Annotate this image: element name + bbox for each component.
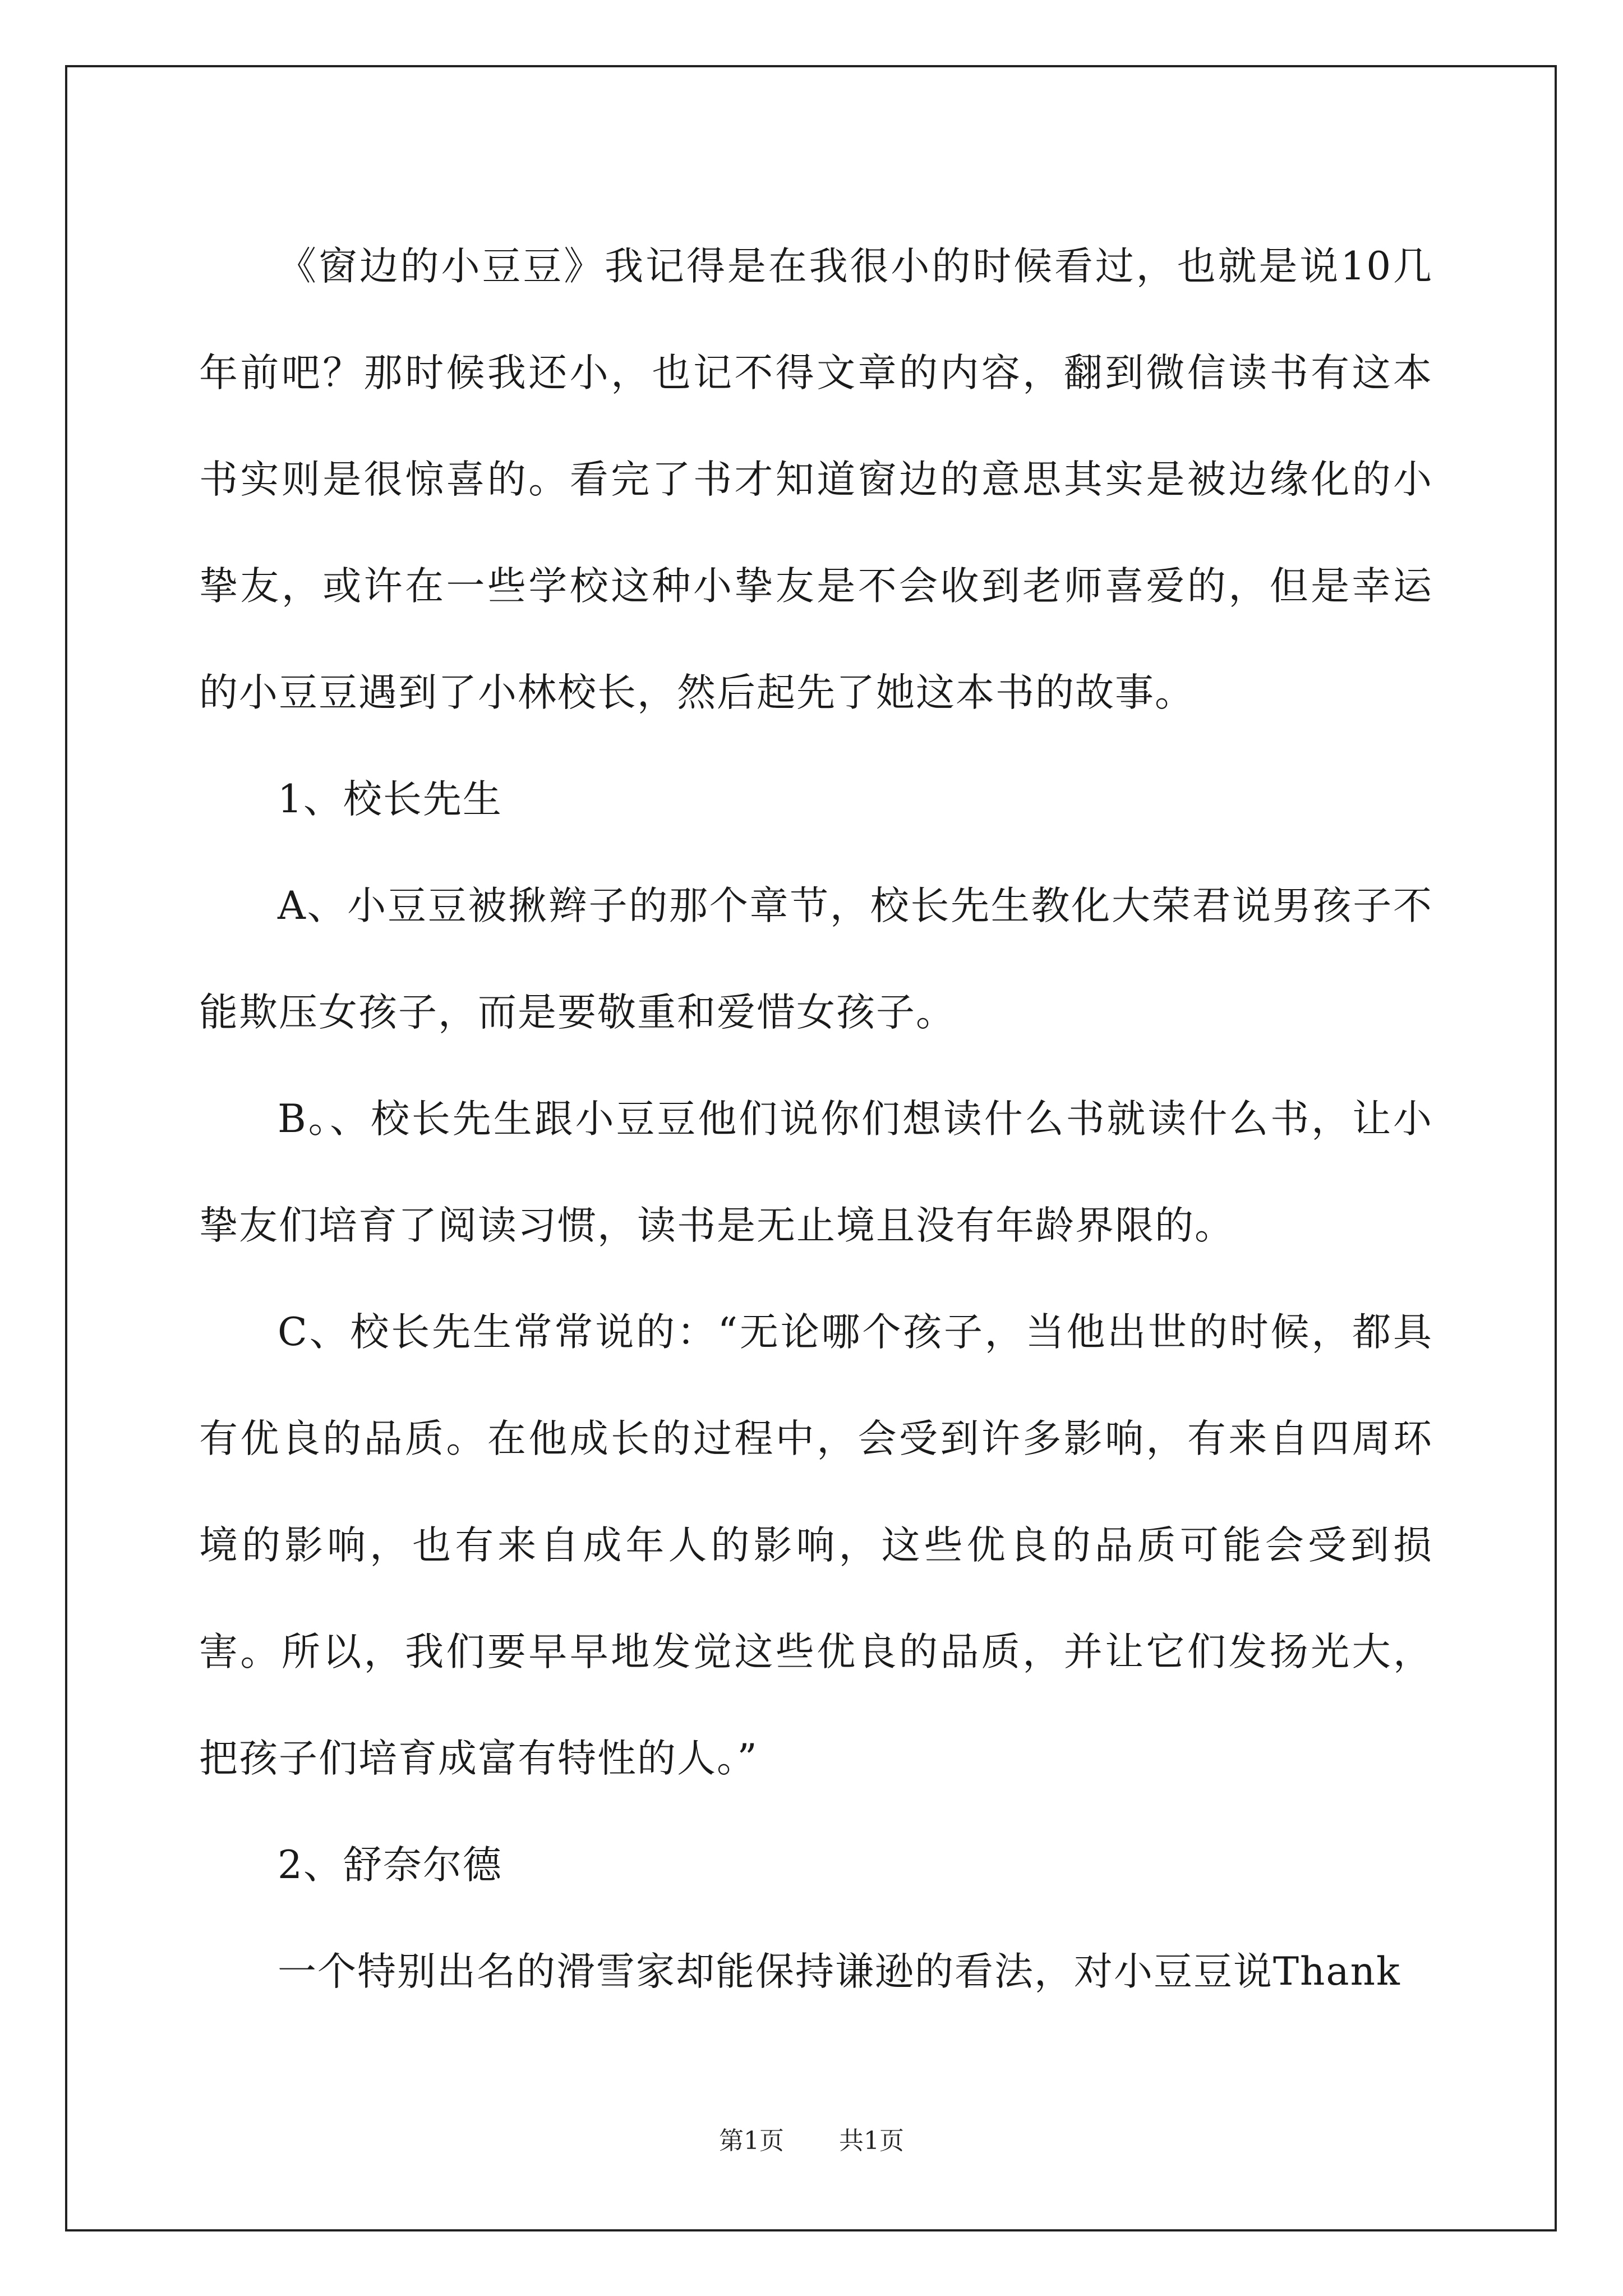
heading-principal: 1、校长先生: [278, 777, 502, 822]
page-total: 共1页: [839, 2127, 904, 2155]
page-footer: [0, 2120, 1623, 2156]
paragraph-skier: 一个特别出名的滑雪家却能保持谦逊的看法，对小豆豆说Thank: [278, 1949, 1401, 1994]
heading-schneider: 2、舒奈尔德: [278, 1843, 502, 1888]
paragraph-c: C、校长先生常常说的：“无论哪个孩子，当他出世的时候，都具有优良的品质。在他成长的过程中，会受到许多影响，有来自四周环境的影响，也有来自成年人的影响，这些优良的品质可能会受到损害。所以，我们要早早地发觉这些优良的品质，并让它们发扬光大，把孩子们培育成富有特性的人。”: [199, 1310, 1433, 1781]
page-number: 第1页: [719, 2127, 784, 2155]
document-body: [199, 213, 1433, 2025]
paragraph-intro: 《窗边的小豆豆》我记得是在我很小的时候看过，也就是说10几年前吧？那时候我还小，也记不得文章的内容，翻到微信读书有这本书实则是很惊喜的。看完了书才知道窗边的意思其实是被边缘化的小挚友，或许在一些学校这种小挚友是不会收到老师喜爱的，但是幸运的小豆豆遇到了小林校长，然后起先了她这本书的故事。: [199, 244, 1433, 715]
paragraph-b: B。、校长先生跟小豆豆他们说你们想读什么书就读什么书，让小挚友们培育了阅读习惯，读书是无止境且没有年龄界限的。: [199, 1097, 1433, 1248]
paragraph-a: A、小豆豆被揪辫子的那个章节，校长先生教化大荣君说男孩子不能欺压女孩子，而是要敬重和爱惜女孩子。: [199, 884, 1433, 1035]
